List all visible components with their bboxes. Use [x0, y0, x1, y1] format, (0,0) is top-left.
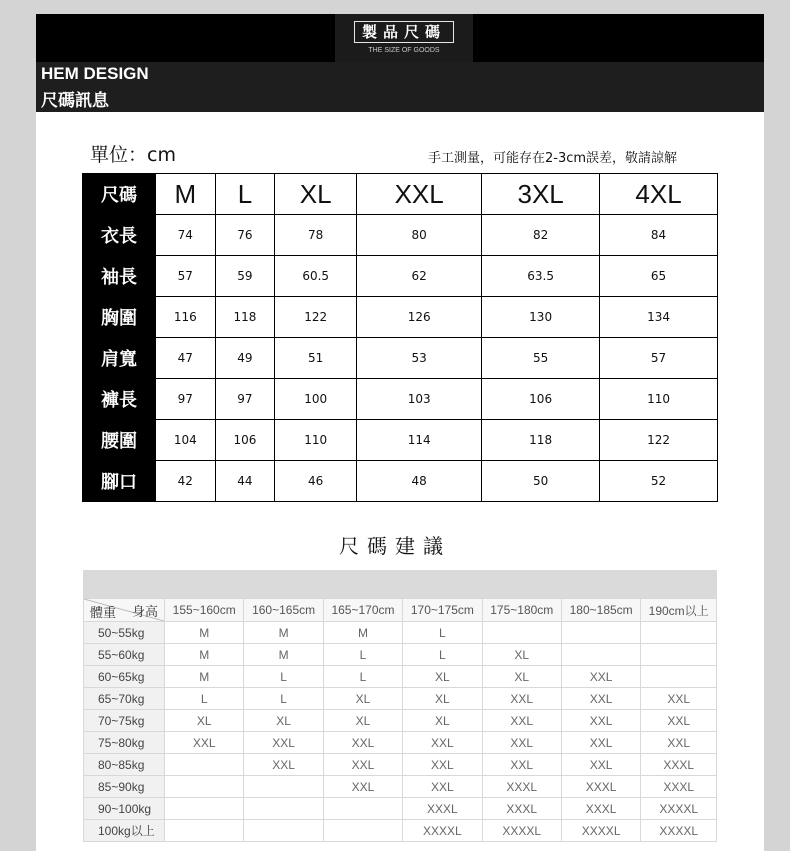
- page-title: 製品尺碼: [354, 21, 454, 43]
- measurement-cell: 126: [357, 297, 482, 338]
- recommended-size-cell: [244, 776, 323, 798]
- recommendation-table: [83, 598, 717, 842]
- recommended-size-cell: XXXXL: [403, 820, 482, 842]
- measurement-label: 褲長: [83, 379, 156, 420]
- measurement-cell: 104: [156, 420, 216, 461]
- weight-label: 65~70kg: [84, 688, 165, 710]
- unit-label: 單位：cm: [90, 144, 176, 166]
- size-header-2: XL: [275, 174, 357, 215]
- recommended-size-cell: XXXXL: [561, 820, 640, 842]
- recommendation-row: [84, 622, 717, 644]
- measurement-cell: 110: [600, 379, 718, 420]
- title-box: [335, 14, 473, 62]
- measurement-cell: 53: [357, 338, 482, 379]
- recommendation-row: [84, 666, 717, 688]
- recommended-size-cell: XL: [482, 666, 561, 688]
- recommended-size-cell: XXL: [561, 688, 640, 710]
- measurement-label: 衣長: [83, 215, 156, 256]
- recommended-size-cell: [561, 644, 640, 666]
- measurement-cell: 49: [215, 338, 275, 379]
- recommended-size-cell: [323, 820, 402, 842]
- recommended-size-cell: L: [244, 688, 323, 710]
- recommended-size-cell: L: [323, 666, 402, 688]
- recommended-size-cell: M: [165, 644, 244, 666]
- measurement-cell: 55: [482, 338, 600, 379]
- recommendation-row: [84, 798, 717, 820]
- measurement-cell: 118: [482, 420, 600, 461]
- size-header-0: M: [156, 174, 216, 215]
- size-header-row: [83, 174, 718, 215]
- height-weight-corner: [84, 599, 165, 622]
- recommended-size-cell: XL: [403, 710, 482, 732]
- recommended-size-cell: [482, 622, 561, 644]
- measurement-cell: 134: [600, 297, 718, 338]
- size-row: [83, 338, 718, 379]
- recommended-size-cell: XXXXL: [482, 820, 561, 842]
- measurement-cell: 62: [357, 256, 482, 297]
- height-header-1: 160~165cm: [244, 599, 323, 622]
- measurement-label: 袖長: [83, 256, 156, 297]
- measurement-cell: 78: [275, 215, 357, 256]
- recommended-size-cell: M: [165, 666, 244, 688]
- measurement-cell: 122: [275, 297, 357, 338]
- recommended-size-cell: XXL: [482, 732, 561, 754]
- recommendation-row: [84, 710, 717, 732]
- recommendation-row: [84, 732, 717, 754]
- recommended-size-cell: XXXL: [641, 754, 717, 776]
- measurement-cell: 65: [600, 256, 718, 297]
- section-subtitle: 尺碼訊息: [41, 91, 109, 111]
- recommended-size-cell: L: [403, 644, 482, 666]
- recommended-size-cell: XXL: [403, 776, 482, 798]
- recommended-size-cell: [165, 754, 244, 776]
- weight-label: 90~100kg: [84, 798, 165, 820]
- recommended-size-cell: XL: [403, 688, 482, 710]
- recommended-size-cell: [323, 798, 402, 820]
- recommendation-header-band: [83, 570, 717, 598]
- recommended-size-cell: XXL: [323, 776, 402, 798]
- recommended-size-cell: XXL: [482, 710, 561, 732]
- size-header-3: XXL: [357, 174, 482, 215]
- measurement-cell: 74: [156, 215, 216, 256]
- recommended-size-cell: XL: [482, 644, 561, 666]
- measurement-cell: 106: [215, 420, 275, 461]
- recommended-size-cell: XL: [403, 666, 482, 688]
- recommendation-title: 尺碼建議: [339, 534, 451, 558]
- size-row: [83, 420, 718, 461]
- weight-label: 55~60kg: [84, 644, 165, 666]
- height-header-5: 180~185cm: [561, 599, 640, 622]
- corner-height-label: 身高: [131, 604, 158, 619]
- recommended-size-cell: XXXXL: [641, 798, 717, 820]
- recommended-size-cell: XXL: [561, 754, 640, 776]
- page-title-subtitle: THE SIZE OF GOODS: [368, 47, 440, 54]
- measurement-cell: 42: [156, 461, 216, 502]
- measurement-cell: 97: [156, 379, 216, 420]
- recommended-size-cell: XXXL: [482, 798, 561, 820]
- recommendation-row: [84, 688, 717, 710]
- recommended-size-cell: [165, 820, 244, 842]
- recommended-size-cell: M: [244, 622, 323, 644]
- recommended-size-cell: XL: [244, 710, 323, 732]
- recommended-size-cell: [244, 820, 323, 842]
- height-header-0: 155~160cm: [165, 599, 244, 622]
- weight-label: 75~80kg: [84, 732, 165, 754]
- recommended-size-cell: XXL: [244, 754, 323, 776]
- recommended-size-cell: [165, 776, 244, 798]
- measurement-cell: 130: [482, 297, 600, 338]
- size-chart-table: [82, 173, 718, 502]
- measurement-label: 胸圍: [83, 297, 156, 338]
- weight-label: 80~85kg: [84, 754, 165, 776]
- recommended-size-cell: XXL: [244, 732, 323, 754]
- measurement-cell: 57: [600, 338, 718, 379]
- recommended-size-cell: L: [403, 622, 482, 644]
- height-header-2: 165~170cm: [323, 599, 402, 622]
- size-corner-label: 尺碼: [83, 174, 156, 215]
- measurement-cell: 60.5: [275, 256, 357, 297]
- size-row: [83, 256, 718, 297]
- measurement-cell: 114: [357, 420, 482, 461]
- measurement-cell: 100: [275, 379, 357, 420]
- recommended-size-cell: XL: [323, 710, 402, 732]
- recommended-size-cell: XXL: [323, 732, 402, 754]
- measurement-cell: 52: [600, 461, 718, 502]
- recommended-size-cell: XL: [165, 710, 244, 732]
- recommended-size-cell: M: [165, 622, 244, 644]
- recommended-size-cell: [641, 644, 717, 666]
- measurement-cell: 82: [482, 215, 600, 256]
- recommended-size-cell: XXL: [482, 754, 561, 776]
- brand-name: HEM DESIGN: [41, 64, 149, 83]
- recommended-size-cell: XXXL: [561, 798, 640, 820]
- corner-weight-label: 體重: [90, 605, 117, 620]
- recommended-size-cell: XXL: [323, 754, 402, 776]
- recommended-size-cell: XXL: [561, 710, 640, 732]
- recommended-size-cell: XXL: [641, 688, 717, 710]
- measurement-label: 腰圍: [83, 420, 156, 461]
- measurement-note: 手工測量，可能存在2-3cm誤差，敬請諒解: [428, 151, 678, 166]
- recommendation-header-row: [84, 599, 717, 622]
- header-band: [36, 62, 764, 112]
- recommended-size-cell: XXXL: [561, 776, 640, 798]
- size-header-4: 3XL: [482, 174, 600, 215]
- recommended-size-cell: XXXL: [482, 776, 561, 798]
- size-row: [83, 461, 718, 502]
- recommended-size-cell: [641, 622, 717, 644]
- weight-label: 70~75kg: [84, 710, 165, 732]
- recommended-size-cell: XXL: [561, 732, 640, 754]
- recommended-size-cell: M: [244, 644, 323, 666]
- height-header-6: 190cm以上: [641, 599, 717, 622]
- recommended-size-cell: [561, 622, 640, 644]
- measurement-cell: 110: [275, 420, 357, 461]
- measurement-cell: 63.5: [482, 256, 600, 297]
- recommended-size-cell: L: [165, 688, 244, 710]
- recommended-size-cell: [641, 666, 717, 688]
- size-header-5: 4XL: [600, 174, 718, 215]
- recommendation-row: [84, 776, 717, 798]
- measurement-cell: 59: [215, 256, 275, 297]
- measurement-cell: 84: [600, 215, 718, 256]
- measurement-cell: 97: [215, 379, 275, 420]
- recommended-size-cell: M: [323, 622, 402, 644]
- measurement-label: 肩寬: [83, 338, 156, 379]
- recommended-size-cell: L: [244, 666, 323, 688]
- weight-label: 85~90kg: [84, 776, 165, 798]
- measurement-label: 腳口: [83, 461, 156, 502]
- recommended-size-cell: XXXL: [403, 798, 482, 820]
- recommended-size-cell: XXXL: [641, 776, 717, 798]
- weight-label: 100kg以上: [84, 820, 165, 842]
- recommended-size-cell: XXL: [641, 732, 717, 754]
- recommended-size-cell: XXL: [482, 688, 561, 710]
- recommended-size-cell: XXL: [403, 732, 482, 754]
- measurement-cell: 57: [156, 256, 216, 297]
- measurement-cell: 76: [215, 215, 275, 256]
- measurement-cell: 80: [357, 215, 482, 256]
- recommended-size-cell: XXL: [641, 710, 717, 732]
- measurement-cell: 46: [275, 461, 357, 502]
- measurement-cell: 122: [600, 420, 718, 461]
- recommendation-row: [84, 754, 717, 776]
- weight-label: 60~65kg: [84, 666, 165, 688]
- size-row: [83, 379, 718, 420]
- size-row: [83, 297, 718, 338]
- measurement-cell: 106: [482, 379, 600, 420]
- size-row: [83, 215, 718, 256]
- recommended-size-cell: [244, 798, 323, 820]
- measurement-cell: 44: [215, 461, 275, 502]
- recommended-size-cell: XL: [323, 688, 402, 710]
- size-header-1: L: [215, 174, 275, 215]
- measurement-cell: 51: [275, 338, 357, 379]
- weight-label: 50~55kg: [84, 622, 165, 644]
- recommendation-row: [84, 644, 717, 666]
- recommended-size-cell: XXXXL: [641, 820, 717, 842]
- recommended-size-cell: XXL: [561, 666, 640, 688]
- measurement-cell: 50: [482, 461, 600, 502]
- height-header-3: 170~175cm: [403, 599, 482, 622]
- measurement-cell: 48: [357, 461, 482, 502]
- recommended-size-cell: L: [323, 644, 402, 666]
- measurement-cell: 118: [215, 297, 275, 338]
- recommendation-row: [84, 820, 717, 842]
- measurement-cell: 116: [156, 297, 216, 338]
- height-header-4: 175~180cm: [482, 599, 561, 622]
- recommended-size-cell: [165, 798, 244, 820]
- recommended-size-cell: XXL: [403, 754, 482, 776]
- recommended-size-cell: XXL: [165, 732, 244, 754]
- measurement-cell: 47: [156, 338, 216, 379]
- measurement-cell: 103: [357, 379, 482, 420]
